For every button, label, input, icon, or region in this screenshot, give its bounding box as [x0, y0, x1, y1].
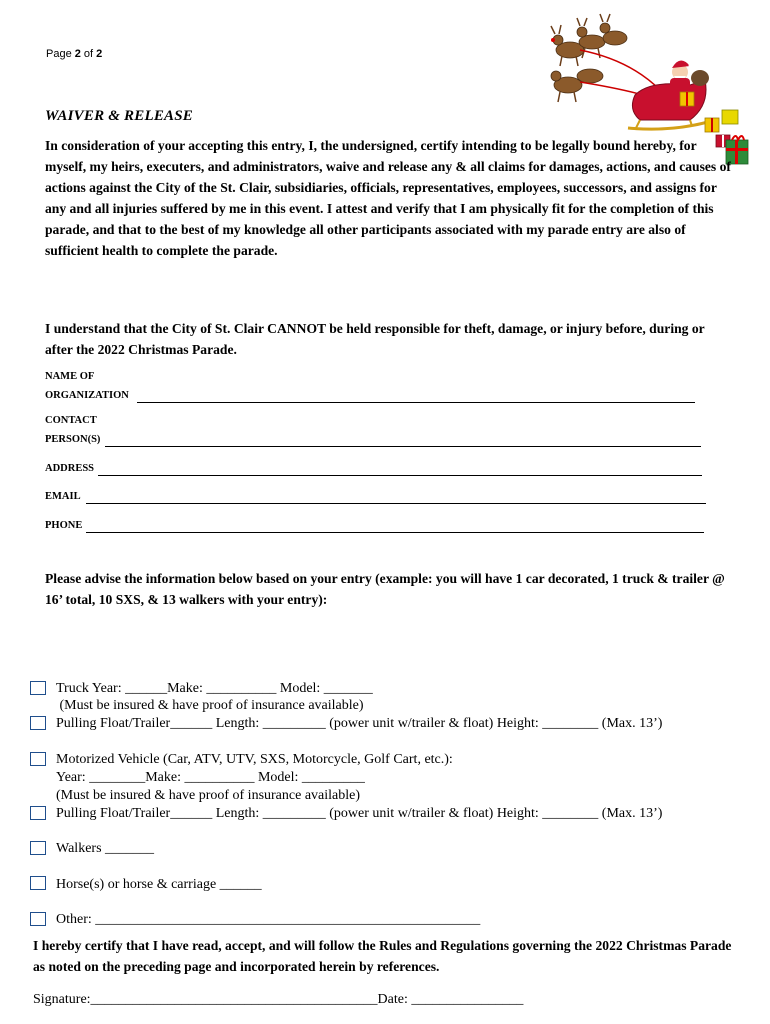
walkers-checkbox[interactable] — [30, 841, 46, 855]
motorized-option: Motorized Vehicle (Car, ATV, UTV, SXS, Motorcycle, Golf Cart, etc.): — [56, 752, 453, 767]
other-option: Other: _______________________________________________________ — [56, 912, 481, 927]
motorized-checkbox[interactable] — [30, 752, 46, 766]
page-number: Page 2 of 2 — [46, 48, 103, 60]
other-checkbox[interactable] — [30, 912, 46, 926]
truck-checkbox[interactable] — [30, 681, 46, 695]
contact-label-line1: CONTACT — [45, 415, 97, 426]
address-label: ADDRESS — [45, 463, 95, 474]
advise-paragraph: Please advise the information below based on your entry (example: you will have 1 car decorated, 1 truck & trailer @ 16’ total, 10 SXS, & 13 walkers with your entry): — [45, 571, 725, 607]
truck-pulling-checkbox[interactable] — [30, 716, 46, 730]
phone-field[interactable] — [86, 532, 704, 533]
truck-option: Truck Year: ______Make: __________ Model: _______ — [56, 681, 373, 696]
address-field[interactable] — [98, 475, 702, 476]
motorized-pulling-checkbox[interactable] — [30, 806, 46, 820]
motorized-pulling-option: Pulling Float/Trailer______ Length: _________ (power unit w/trailer & float) Height: ________ (Max. 13’) — [56, 806, 663, 821]
email-label: EMAIL — [45, 491, 81, 502]
waiver-paragraph: In consideration of your accepting this entry, I, the undersigned, certify intending to be legally bound hereby, for myself, my heirs, executers, and administrators, waive and release any & all claims for damages, actions, and causes of actions against the City of the St. Clair, subsidiaries, officials, representatives, employees, successors, and assigns for any and all injuries suffered by me in this event. I attest and verify that I am physically fit for the completion of this parade, and that to the best of my knowledge all other participants associated with my parade entry are also of sufficient health to complete the parade. — [45, 138, 731, 258]
truck-pulling-option: Pulling Float/Trailer______ Length: _________ (power unit w/trailer & float) Height: ________ (Max. 13’) — [56, 716, 663, 731]
motorized-year-line: Year: ________Make: __________ Model: _________ — [56, 770, 365, 785]
organization-name-field[interactable] — [137, 402, 695, 403]
contact-label-line2: PERSON(S) — [45, 434, 101, 445]
truck-insured-note: (Must be insured & have proof of insurance available) — [56, 698, 364, 713]
horse-option: Horse(s) or horse & carriage ______ — [56, 877, 262, 892]
contact-person-field[interactable] — [105, 446, 701, 447]
name-label-line2: ORGANIZATION — [45, 390, 129, 401]
walkers-option: Walkers _______ — [56, 841, 155, 856]
email-field[interactable] — [86, 503, 706, 504]
signature-date-line[interactable]: Signature:_________________________________________Date: ________________ — [33, 992, 524, 1007]
phone-label: PHONE — [45, 520, 83, 531]
section-title: WAIVER & RELEASE — [45, 108, 193, 124]
horse-checkbox[interactable] — [30, 876, 46, 890]
certification-paragraph: I hereby certify that I have read, accept, and will follow the Rules and Regulations governing the 2022 Christmas Parade as noted on the preceding page and incorporated herein by references. — [33, 938, 732, 974]
name-label-line1: NAME OF — [45, 371, 95, 382]
liability-paragraph: I understand that the City of St. Clair CANNOT be held responsible for theft, damage, or injury before, during or after the 2022 Christmas Parade. — [45, 321, 705, 357]
motorized-insured-note: (Must be insured & have proof of insurance available) — [56, 788, 361, 803]
